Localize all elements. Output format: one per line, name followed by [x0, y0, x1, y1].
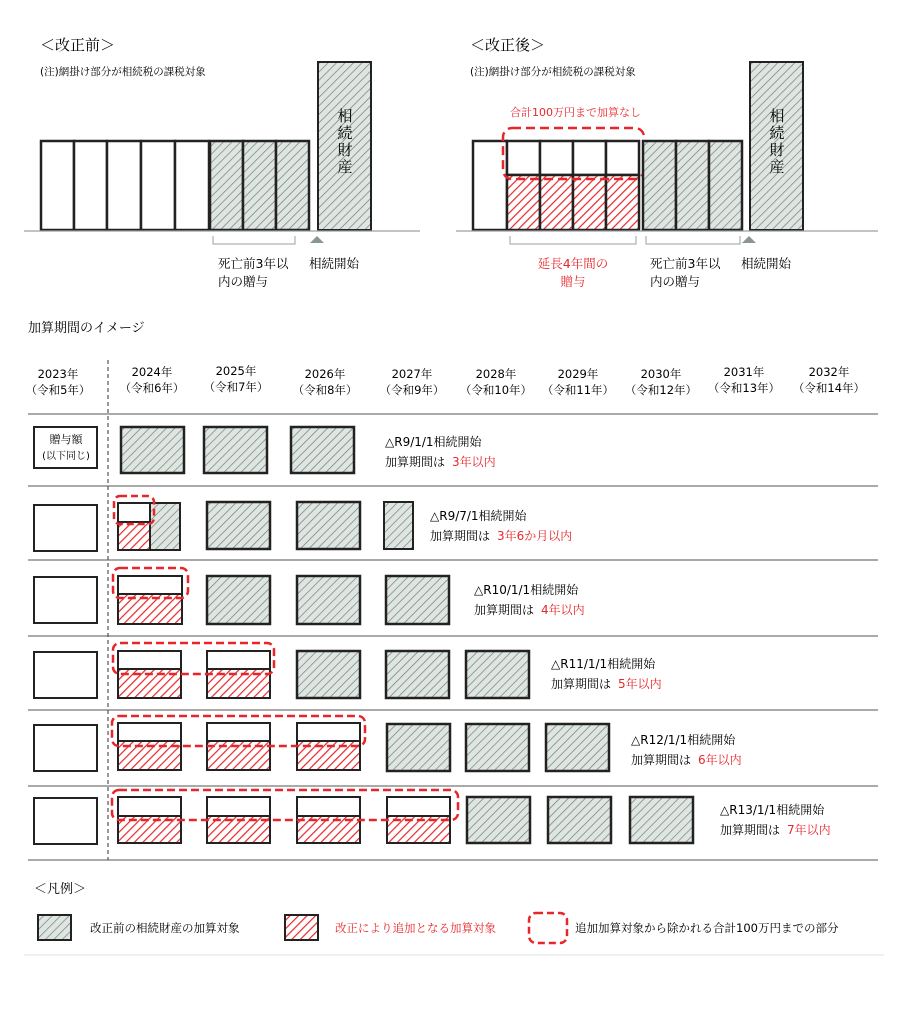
hatched-gift-box	[291, 427, 354, 473]
after-estate-label	[769, 107, 784, 176]
after-extension-boxes	[507, 141, 639, 230]
white-gift-box	[34, 725, 97, 771]
hatched-gift-partial	[384, 502, 413, 549]
red-hatched-gift-part	[118, 594, 182, 624]
before-note: (注)網掛け部分が相続税の課税対象	[40, 66, 206, 78]
before-start-label: 相続開始	[309, 256, 360, 271]
year-label: 2025年	[215, 364, 257, 378]
after-extension-bracket	[510, 236, 636, 244]
after-note: (注)網掛け部分が相続税の課税対象	[470, 66, 636, 78]
svg-text:産: 産	[337, 158, 353, 176]
svg-text:続: 続	[337, 124, 353, 142]
svg-text:財: 財	[337, 141, 353, 159]
after-extension-label-2: 贈与	[560, 274, 586, 289]
gift-amount-label: 贈与額	[49, 433, 83, 446]
period-value: 4年以内	[541, 603, 585, 617]
year-label: 2028年	[475, 367, 517, 381]
year-label: 2023年	[37, 367, 79, 381]
hatched-gift-box	[466, 651, 529, 698]
white-gift-part	[297, 797, 360, 816]
inheritance-start-label: △R13/1/1相続開始	[720, 803, 825, 817]
white-gift-box	[34, 652, 97, 698]
white-gift-part	[118, 723, 181, 741]
era-label: （令和10年）	[459, 383, 533, 397]
gift-amount-sublabel: (以下同じ)	[42, 451, 90, 462]
svg-text:相: 相	[769, 107, 785, 125]
year-label: 2029年	[557, 367, 599, 381]
legend-red-label: 改正により追加となる加算対象	[335, 921, 496, 935]
hatched-gift-box	[546, 724, 609, 771]
hatched-gift-box	[297, 576, 360, 624]
white-gift-part	[118, 503, 150, 522]
era-label: （令和13年）	[707, 381, 781, 395]
period-title: 加算期間のイメージ	[28, 321, 145, 336]
inheritance-start-label: △R11/1/1相続開始	[551, 657, 656, 671]
hatched-gift-box	[204, 427, 267, 473]
period-row-3	[34, 568, 585, 624]
period-row-2	[34, 496, 572, 551]
period-value: 7年以内	[787, 823, 831, 837]
white-gift-part	[387, 797, 450, 816]
period-row-5	[34, 716, 742, 771]
legend-dashed-label: 追加加算対象から除かれる合計100万円までの部分	[575, 921, 839, 935]
hatched-gift-box	[207, 502, 270, 549]
hatched-gift-box	[121, 427, 184, 473]
year-label: 2032年	[808, 365, 850, 379]
legend-red-swatch	[285, 915, 318, 940]
inheritance-start-label: △R10/1/1相続開始	[474, 583, 579, 597]
legend-title: ＜凡例＞	[34, 882, 87, 897]
white-gift-part	[118, 651, 181, 669]
period-value: 3年以内	[452, 455, 496, 469]
period-prefix: 加算期間は	[720, 823, 781, 837]
svg-text:産: 産	[769, 158, 785, 176]
after-start-marker	[742, 236, 756, 243]
before-gift-label-1: 死亡前3年以	[218, 256, 289, 271]
year-label: 2027年	[391, 367, 433, 381]
year-label: 2030年	[640, 367, 682, 381]
inheritance-start-label: △R12/1/1相続開始	[631, 733, 736, 747]
hatched-gift-box	[297, 502, 360, 549]
after-heading: ＜改正後＞	[470, 36, 546, 54]
period-row-6	[34, 790, 831, 844]
era-label: （令和11年）	[541, 383, 615, 397]
era-label: （令和6年）	[119, 381, 185, 395]
before-start-marker	[310, 236, 324, 243]
period-row-1	[34, 427, 496, 473]
red-hatched-gift-part	[118, 522, 150, 550]
inheritance-start-label: △R9/7/1相続開始	[430, 509, 527, 523]
after-hatched-gift-boxes	[643, 141, 742, 230]
legend	[24, 882, 884, 955]
year-label: 2024年	[131, 365, 173, 379]
legend-dashed-swatch	[529, 913, 567, 943]
legend-gray-label: 改正前の相続財産の加算対象	[90, 921, 240, 935]
before-heading: ＜改正前＞	[40, 36, 116, 54]
hatched-gift-box	[548, 797, 611, 843]
white-gift-part	[207, 651, 270, 669]
before-hatched-gift-boxes	[210, 141, 309, 230]
period-value: 5年以内	[618, 677, 662, 691]
hatched-gift-box	[630, 797, 693, 843]
hatched-gift-box	[467, 797, 530, 843]
after-gift-bracket	[646, 236, 740, 244]
white-gift-part	[297, 723, 360, 741]
after-extension-label-1: 延長4年間の	[537, 256, 609, 271]
before-gift-label-2: 内の贈与	[218, 274, 269, 289]
period-prefix: 加算期間は	[631, 753, 692, 767]
svg-text:相: 相	[337, 107, 353, 125]
hatched-gift-box	[386, 576, 449, 624]
white-gift-box	[34, 577, 97, 623]
period-value: 6年以内	[698, 753, 742, 767]
white-gift-part	[118, 797, 181, 816]
period-row-4	[34, 643, 662, 698]
era-label: （令和7年）	[203, 380, 269, 394]
period-prefix: 加算期間は	[551, 677, 612, 691]
era-label: （令和14年）	[792, 381, 866, 395]
hatched-gift-box	[386, 651, 449, 698]
after-start-label: 相続開始	[741, 256, 792, 271]
after-exempt-label: 合計100万円まで加算なし	[510, 106, 641, 119]
hatched-gift-box	[207, 576, 270, 624]
year-label: 2026年	[304, 367, 346, 381]
white-gift-part	[207, 723, 270, 741]
hatched-gift-box	[466, 724, 529, 771]
era-label: （令和8年）	[292, 383, 358, 397]
era-label: （令和5年）	[25, 383, 91, 397]
before-estate-label	[337, 107, 352, 176]
hatched-gift-box	[387, 724, 450, 771]
hatched-gift-box	[297, 651, 360, 698]
era-label: （令和12年）	[624, 383, 698, 397]
svg-text:財: 財	[769, 141, 785, 159]
inheritance-start-label: △R9/1/1相続開始	[385, 435, 482, 449]
before-panel	[24, 36, 420, 289]
period-prefix: 加算期間は	[430, 529, 491, 543]
legend-gray-swatch	[38, 915, 71, 940]
after-gift-label-2: 内の贈与	[650, 274, 701, 289]
white-gift-box	[34, 798, 97, 844]
period-prefix: 加算期間は	[474, 603, 535, 617]
before-white-gift-boxes	[41, 141, 209, 230]
period-value: 3年6か月以内	[497, 529, 573, 543]
svg-text:続: 続	[769, 124, 785, 142]
year-header	[26, 364, 865, 397]
era-label: （令和9年）	[379, 383, 445, 397]
after-panel	[456, 36, 878, 289]
after-gift-label-1: 死亡前3年以	[650, 256, 721, 271]
white-gift-part	[207, 797, 270, 816]
before-gift-bracket	[213, 236, 295, 244]
year-label: 2031年	[723, 365, 765, 379]
period-prefix: 加算期間は	[385, 455, 446, 469]
white-gift-box	[34, 505, 97, 551]
row-separators	[28, 414, 878, 860]
white-gift-part	[118, 576, 182, 594]
